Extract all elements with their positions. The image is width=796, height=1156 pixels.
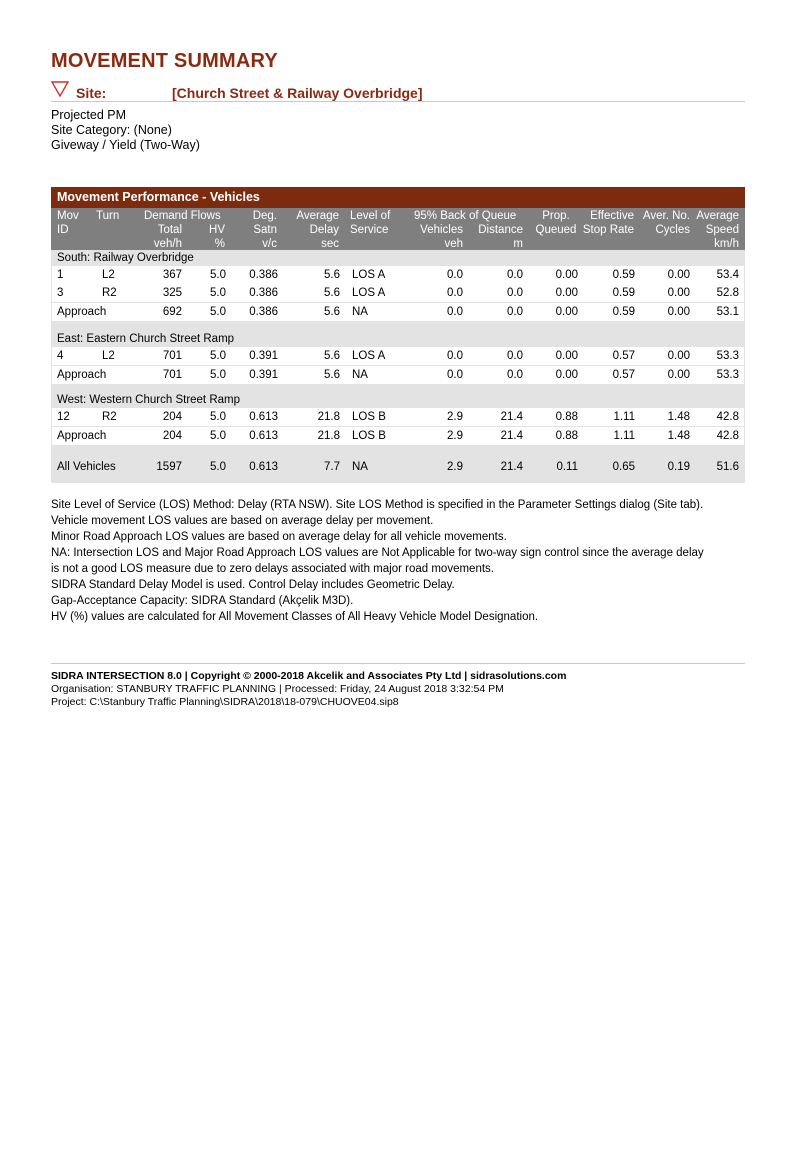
table-cell: 0.57: [612, 350, 635, 362]
movement-performance-table: [51, 187, 745, 483]
table-cell: LOS A: [352, 287, 386, 299]
table-cell: 0.00: [667, 369, 690, 381]
table-cell: 5.6: [324, 269, 340, 281]
note-line: Vehicle movement LOS values are based on average delay per movement.: [51, 515, 434, 527]
table-cell: 0.0: [507, 287, 523, 299]
header-hv: HV %: [209, 224, 225, 250]
table-cell: 5.0: [210, 411, 226, 423]
table-cell: 4: [57, 350, 64, 362]
table-cell: 21.8: [317, 430, 340, 442]
site-name: [Church Street & Railway Overbridge]: [172, 85, 423, 101]
table-cell: 0.0: [507, 369, 523, 381]
header-distance: Distance m: [478, 224, 523, 250]
table-cell: 0.00: [667, 350, 690, 362]
table-cell: 0.00: [667, 287, 690, 299]
table-cell: 0.00: [667, 306, 690, 318]
footer-copyright: SIDRA INTERSECTION 8.0 | Copyright © 2000-2018 Akcelik and Associates Pty Ltd | sidrasolutions.com: [51, 670, 567, 682]
table-cell: 0.59: [612, 306, 635, 318]
table-row: [52, 284, 744, 302]
table-cell: L2: [102, 269, 115, 281]
approach-row: [52, 303, 744, 321]
site-header: [51, 80, 745, 102]
table-cell: 53.3: [716, 369, 739, 381]
header-total: Total veh/h: [153, 224, 182, 250]
table-cell: 0.0: [447, 269, 463, 281]
table-cell: 53.1: [716, 306, 739, 318]
header-deg-satn: Deg. Satn v/c: [252, 210, 277, 250]
table-cell: 2.9: [447, 461, 463, 473]
table-cell: 21.4: [500, 461, 523, 473]
header-aver-no-cycles: Aver. No. Cycles: [642, 210, 690, 236]
table-cell: NA: [352, 306, 368, 318]
section-name: East: Eastern Church Street Ramp: [57, 333, 235, 345]
table-cell: 0.0: [507, 269, 523, 281]
table-cell: 12: [57, 411, 70, 423]
table-row: [52, 347, 744, 365]
table-title-bar: [51, 187, 745, 208]
table-cell: R2: [102, 287, 117, 299]
table-cell: 204: [162, 430, 182, 442]
page-title: MOVEMENT SUMMARY: [51, 50, 278, 72]
header-demand-flows: Demand Flows: [144, 210, 221, 222]
note-line: NA: Intersection LOS and Major Road Approach LOS values are Not Applicable for two-way sign control since the average delay: [51, 547, 704, 559]
table-cell: 52.8: [716, 287, 739, 299]
table-cell: 5.6: [324, 369, 340, 381]
table-cell: 21.4: [500, 430, 523, 442]
table-cell: 21.8: [317, 411, 340, 423]
table-cell: Approach: [57, 369, 107, 381]
approach-row: [52, 427, 744, 445]
table-cell: 1.11: [613, 430, 635, 442]
table-cell: LOS B: [352, 430, 386, 442]
table-cell: 5.0: [210, 350, 226, 362]
table-cell: 204: [162, 411, 182, 423]
table-cell: 5.6: [324, 306, 340, 318]
table-cell: 0.391: [249, 350, 278, 362]
table-cell: NA: [352, 461, 368, 473]
table-cell: 0.88: [555, 411, 578, 423]
table-cell: 701: [162, 369, 182, 381]
header-level-of-service: Level of Service: [350, 210, 391, 236]
table-cell: 0.386: [249, 306, 278, 318]
header-mov: Mov ID: [57, 210, 79, 236]
table-cell: L2: [102, 350, 115, 362]
section-name: South: Railway Overbridge: [57, 252, 194, 264]
table-cell: Approach: [57, 430, 107, 442]
notes: [51, 497, 751, 625]
table-cell: 0.00: [555, 287, 578, 299]
table-cell: 2.9: [447, 430, 463, 442]
table-cell: NA: [352, 369, 368, 381]
all-vehicles-row: [52, 458, 744, 476]
note-line: Gap-Acceptance Capacity: SIDRA Standard (Akçelik M3D).: [51, 595, 354, 607]
table-cell: 1.48: [667, 411, 690, 423]
table-cell: 0.19: [667, 461, 690, 473]
table-cell: 0.00: [555, 369, 578, 381]
table-cell: 53.4: [716, 269, 739, 281]
table-cell: 0.65: [612, 461, 635, 473]
table-cell: 1: [57, 269, 64, 281]
meta-line: Site Category: (None): [51, 123, 172, 137]
header-effective-stop-rate: Effective Stop Rate: [582, 210, 634, 236]
table-cell: 5.0: [210, 269, 226, 281]
header-turn: Turn: [96, 210, 120, 222]
table-cell: 0.0: [507, 350, 523, 362]
table-cell: 0.59: [612, 269, 635, 281]
table-cell: LOS A: [352, 269, 386, 281]
table-cell: 0.613: [249, 461, 278, 473]
table-cell: 0.613: [249, 430, 278, 442]
table-row: [52, 408, 744, 426]
header-average-delay: Average Delay sec: [296, 210, 339, 250]
table-cell: 5.0: [210, 287, 226, 299]
note-line: Site Level of Service (LOS) Method: Delay (RTA NSW). Site LOS Method is specified in the Parameter Settings dialog (Site tab).: [51, 499, 704, 511]
table-cell: Approach: [57, 306, 107, 318]
footer-project: Project: C:\Stanbury Traffic Planning\SIDRA\2018\18-079\CHUOVE04.sip8: [51, 696, 399, 708]
meta-line: Giveway / Yield (Two-Way): [51, 138, 200, 152]
table-cell: 53.3: [716, 350, 739, 362]
table-cell: 3: [57, 287, 64, 299]
table-cell: 5.0: [210, 369, 226, 381]
table-cell: R2: [102, 411, 117, 423]
table-cell: 42.8: [716, 411, 739, 423]
table-cell: 0.00: [555, 306, 578, 318]
table-row: [52, 266, 744, 284]
table-cell: 0.391: [249, 369, 278, 381]
yield-triangle-icon: [51, 81, 69, 97]
table-cell: 0.00: [667, 269, 690, 281]
note-line: Minor Road Approach LOS values are based on average delay for all vehicle movements.: [51, 531, 507, 543]
table-cell: 0.57: [612, 369, 635, 381]
table-cell: 0.00: [555, 269, 578, 281]
table-cell: All Vehicles: [57, 461, 116, 473]
table-cell: 325: [162, 287, 182, 299]
table-cell: LOS A: [352, 350, 386, 362]
table-cell: 0.00: [555, 350, 578, 362]
table-cell: 42.8: [716, 430, 739, 442]
site-label: Site:: [76, 85, 107, 101]
table-title: Movement Performance - Vehicles: [57, 190, 260, 204]
note-line: HV (%) values are calculated for All Movement Classes of All Heavy Vehicle Model Designation.: [51, 611, 539, 623]
table-cell: 7.7: [324, 461, 340, 473]
table-cell: 0.88: [555, 430, 578, 442]
table-cell: 21.4: [500, 411, 523, 423]
table-cell: 5.6: [324, 350, 340, 362]
header-back-of-queue: 95% Back of Queue: [414, 210, 517, 222]
approach-row: [52, 366, 744, 384]
table-cell: 1597: [156, 461, 182, 473]
meta-line: Projected PM: [51, 108, 127, 122]
table-cell: 0.0: [447, 287, 463, 299]
table-cell: 367: [162, 269, 182, 281]
table-cell: LOS B: [352, 411, 386, 423]
table-cell: 0.386: [249, 269, 278, 281]
table-cell: 0.0: [447, 369, 463, 381]
table-cell: 0.0: [447, 350, 463, 362]
table-cell: 0.0: [507, 306, 523, 318]
section-header: [52, 331, 744, 347]
table-cell: 0.613: [249, 411, 278, 423]
header-prop-queued: Prop. Queued: [535, 210, 577, 236]
table-cell: 701: [162, 350, 182, 362]
table-cell: 692: [162, 306, 182, 318]
header-vehicles: Vehicles veh: [420, 224, 463, 250]
table-cell: 5.0: [210, 461, 226, 473]
header-average-speed: Average Speed km/h: [696, 210, 739, 250]
site-meta: [51, 108, 200, 153]
table-cell: 5.0: [210, 306, 226, 318]
section-name: West: Western Church Street Ramp: [57, 394, 241, 406]
table-cell: 0.59: [612, 287, 635, 299]
section-header: [52, 392, 744, 408]
table-cell: 1.11: [613, 411, 635, 423]
table-cell: 1.48: [667, 430, 690, 442]
table-cell: 5.0: [210, 430, 226, 442]
table-cell: 0.0: [447, 306, 463, 318]
note-line: SIDRA Standard Delay Model is used. Control Delay includes Geometric Delay.: [51, 579, 455, 591]
table-cell: 2.9: [447, 411, 463, 423]
table-cell: 0.386: [249, 287, 278, 299]
table-cell: 51.6: [716, 461, 739, 473]
section-header: [52, 250, 744, 266]
table-cell: 0.11: [556, 461, 578, 473]
column-headers: [51, 208, 745, 250]
footer: [51, 663, 745, 709]
table-cell: 5.6: [324, 287, 340, 299]
footer-organisation: Organisation: STANBURY TRAFFIC PLANNING | Processed: Friday, 24 August 2018 3:32:54 PM: [51, 683, 504, 695]
note-line: is not a good LOS measure due to zero delays associated with major road movements.: [51, 563, 494, 575]
